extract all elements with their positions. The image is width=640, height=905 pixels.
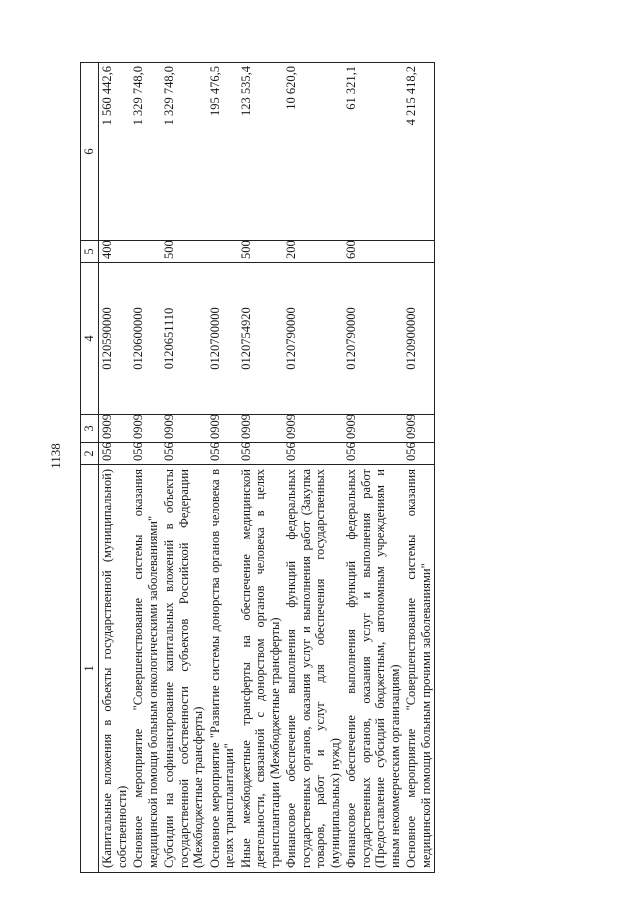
row-target-code: 0120900000 [403,263,435,415]
row-target-code: 0120600000 [130,263,161,415]
table-row [343,63,403,873]
row-section-code: 0909 [161,415,207,443]
row-expense-type [130,241,161,263]
row-description: Финансовое обеспечение выполнения функций федеральных государственных органов, оказания услуг и выполнения работ (Закупка товаров, работ и услуг для обеспечения государственных (муниципальных) нужд) [283,465,343,873]
header-col-1: 1 [81,465,99,873]
row-expense-type: 500 [161,241,207,263]
table-row [207,63,238,873]
row-description: Основное мероприятие "Развитие системы донорства органов человека в целях трансплантации" [207,465,238,873]
row-description: (Капитальные вложения в объекты государственной (муниципальной) собственности) [99,465,131,873]
row-section-code: 0909 [403,415,435,443]
row-amount: 1 329 748,0 [130,63,161,241]
table-header-row [81,63,99,873]
row-section-code: 0909 [99,415,131,443]
row-ministry-code: 056 [161,443,207,465]
row-section-code: 0909 [238,415,284,443]
header-col-2: 2 [81,443,99,465]
row-section-code: 0909 [207,415,238,443]
row-description: Иные межбюджетные трансферты на обеспечение медицинской деятельности, связанной с донорством органов человека в целях трансплантации (Межбюджетные трансферты) [238,465,284,873]
table-row [283,63,343,873]
row-ministry-code: 056 [130,443,161,465]
table-row [161,63,207,873]
row-ministry-code: 056 [207,443,238,465]
row-expense-type [403,241,435,263]
row-target-code: 0120590000 [99,263,131,415]
row-expense-type: 200 [283,241,343,263]
table-row [403,63,435,873]
row-amount: 195 476,5 [207,63,238,241]
row-section-code: 0909 [283,415,343,443]
rotated-page [80,28,640,873]
row-expense-type [207,241,238,263]
row-amount: 1 329 748,0 [161,63,207,241]
row-target-code: 0120651110 [161,263,207,415]
row-description: Субсидии на софинансирование капитальных вложений в объекты государственной собственности субъектов Российской Федерации (Межбюджетные трансферты) [161,465,207,873]
row-expense-type: 400 [99,241,131,263]
row-description: Финансовое обеспечение выполнения функций федеральных государственных органов, оказания услуг и выполнения работ (Предоставление субсидий бюджетным, автономным учреждениям и иным некоммерческим организациям) [343,465,403,873]
row-section-code: 0909 [343,415,403,443]
header-col-5: 5 [81,241,99,263]
header-col-4: 4 [81,263,99,415]
row-ministry-code: 056 [283,443,343,465]
row-expense-type: 600 [343,241,403,263]
row-amount: 1 560 442,6 [99,63,131,241]
row-ministry-code: 056 [238,443,284,465]
row-description: Основное мероприятие "Совершенствование системы оказания медицинской помощи больным онкологическими заболеваниями" [130,465,161,873]
row-amount: 61 321,1 [343,63,403,241]
row-amount: 10 620,0 [283,63,343,241]
row-ministry-code: 056 [403,443,435,465]
budget-table [80,62,435,873]
row-section-code: 0909 [130,415,161,443]
row-amount: 123 535,4 [238,63,284,241]
row-amount: 4 215 418,2 [403,63,435,241]
row-ministry-code: 056 [343,443,403,465]
row-target-code: 0120700000 [207,263,238,415]
row-expense-type: 500 [238,241,284,263]
table-row [238,63,284,873]
page-number: 1138 [48,443,63,469]
row-target-code: 0120754920 [238,263,284,415]
row-target-code: 0120790000 [343,263,403,415]
row-ministry-code: 056 [99,443,131,465]
table-row [99,63,131,873]
header-col-3: 3 [81,415,99,443]
table-row [130,63,161,873]
row-description: Основное мероприятие "Совершенствование системы оказания медицинской помощи больным прочими заболеваниями" [403,465,435,873]
row-target-code: 0120790000 [283,263,343,415]
header-col-6: 6 [81,63,99,241]
